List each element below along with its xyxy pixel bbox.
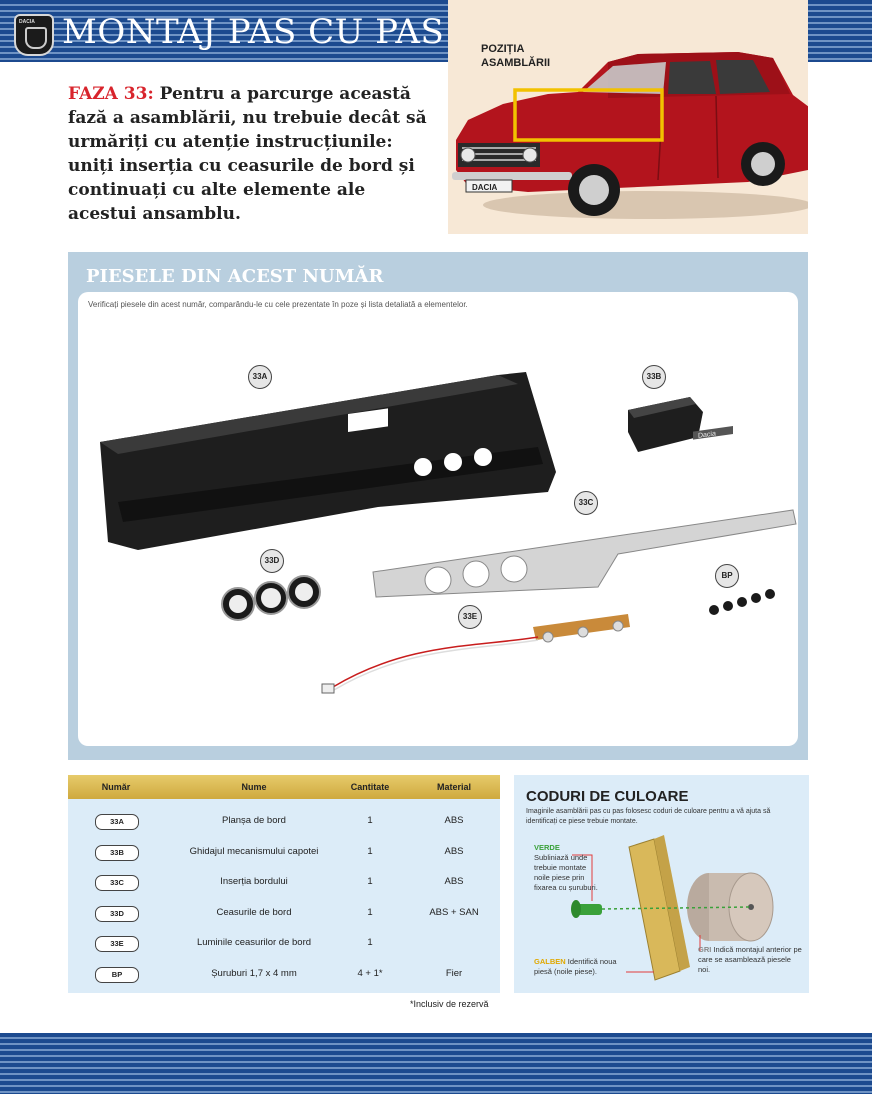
hood-guide-part-33b	[628, 397, 703, 452]
label-33b: 33B	[642, 365, 666, 389]
yellow-code: GALBEN Identifică noua piesă (noile piese).	[534, 957, 617, 976]
phase-label: FAZA 33:	[68, 84, 154, 104]
parts-panel-title: PIESELE DIN ACEST NUMĂR	[86, 266, 384, 287]
parts-panel	[68, 252, 808, 760]
phase-intro	[68, 82, 438, 226]
car-image	[448, 0, 808, 234]
phase-text: Pentru a parcurge această fază a asamblării, nu trebuie decât să urmăriți cu atenție instrucțiunile: uniți inserția cu ceasurile de bord și continuați cu alte elemente ale acestui ansamblu.	[68, 84, 427, 224]
col-name: Nume	[241, 782, 267, 792]
table-row: 33C Inserția bordului 1 ABS	[68, 867, 500, 897]
dashboard-part-33a	[100, 372, 556, 550]
label-33a: 33A	[248, 365, 272, 389]
table-row: 33E Luminile ceasurilor de bord 1	[68, 928, 500, 958]
parts-panel-content	[78, 292, 798, 746]
color-codes-description: Imaginile asamblării pas cu pas folosesc coduri de culoare pentru a vă ajuta să identificați ce piese trebuie montate.	[526, 808, 771, 825]
license-plate: DACIA	[472, 183, 498, 192]
screws-part-bp	[709, 589, 775, 615]
assembly-position-label: POZIȚIA ASAMBLĂRII	[481, 43, 551, 69]
grey-code: GRI Indică montajul anterior pe care se asamblează piesele noi.	[698, 945, 802, 974]
table-footnote: *Inclusiv de rezervă	[410, 999, 489, 1009]
green-code: VERDE Subliniază unde trebuie montate noile piese prin fixarea cu șuruburi.	[534, 843, 598, 892]
table-header	[68, 775, 500, 799]
insert-brand-label: Dacia	[698, 430, 716, 440]
dacia-logo	[14, 14, 54, 56]
col-material: Material	[436, 782, 471, 792]
col-number: Număr	[101, 782, 131, 792]
parts-table	[68, 775, 500, 993]
parts-illustration	[78, 292, 798, 746]
table-row: 33D Ceasurile de bord 1 ABS + SAN	[68, 898, 500, 928]
color-codes-box	[514, 775, 809, 993]
parts-instruction: Verificați piesele din acest număr, comparându-le cu cele prezentate în poze și lista detaliată a elementelor.	[88, 300, 468, 309]
label-33d: 33D	[260, 549, 284, 573]
page-title: MONTAJ PAS CU PAS	[62, 12, 445, 52]
label-bp: BP	[715, 564, 739, 588]
color-codes-title: CODURI DE CULOARE	[526, 788, 689, 805]
label-33c: 33C	[574, 491, 598, 515]
table-row: 33A Planșa de bord 1 ABS	[68, 806, 500, 836]
logo-text: DACIA	[19, 19, 35, 25]
col-quantity: Cantitate	[350, 782, 390, 792]
table-row: 33B Ghidajul mecanismului capotei 1 ABS	[68, 837, 500, 867]
gauges-part-33d	[222, 576, 320, 620]
label-33e: 33E	[458, 605, 482, 629]
shield-icon	[25, 27, 47, 49]
car-illustration-box	[448, 0, 808, 234]
footer-bar	[0, 1033, 872, 1094]
table-row: BP Șuruburi 1,7 x 4 mm 4 + 1* Fier	[68, 959, 500, 989]
